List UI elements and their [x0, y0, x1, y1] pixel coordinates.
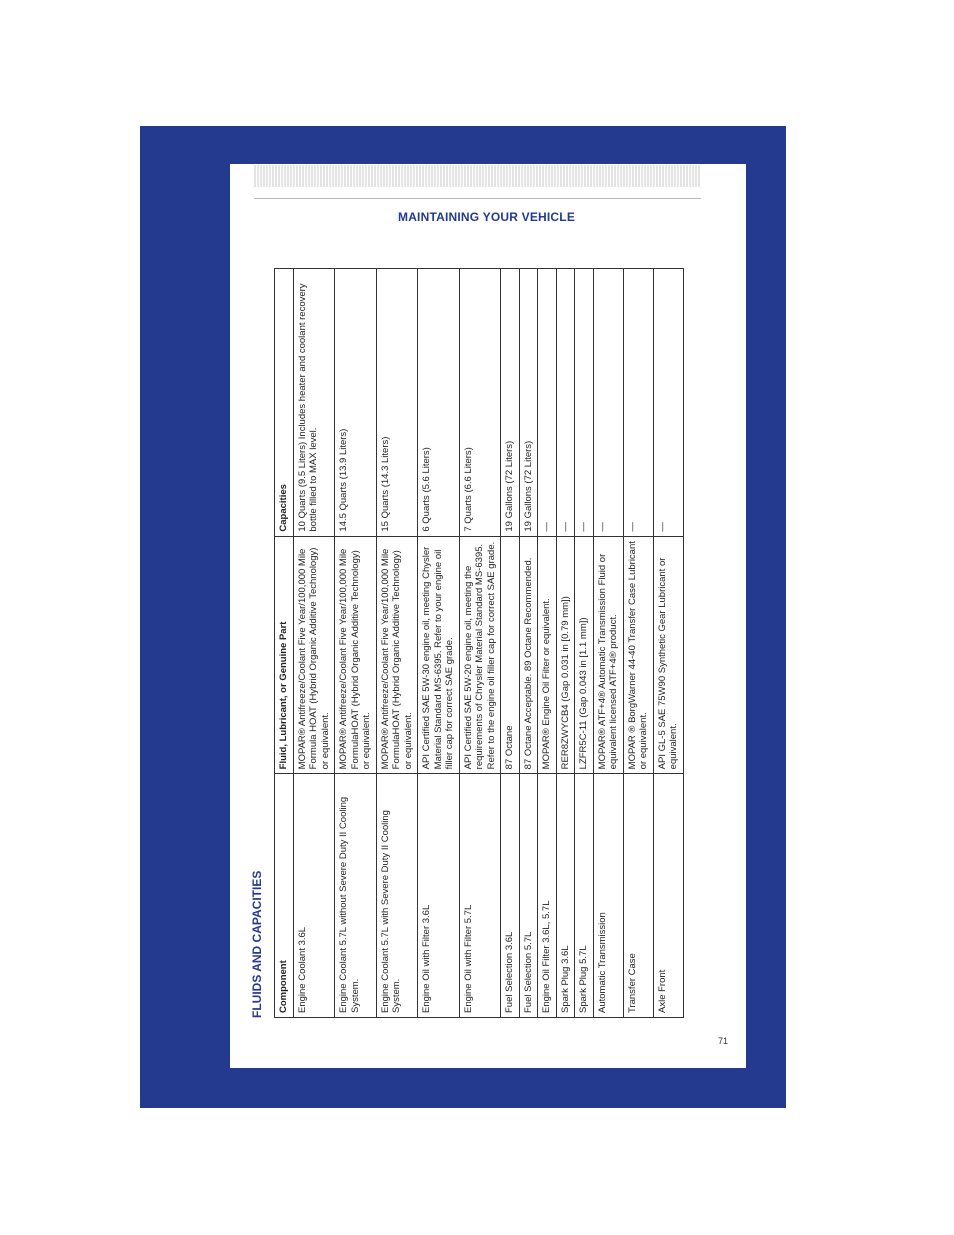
cell-capacity: — [623, 269, 653, 537]
cell-capacity: 6 Quarts (5.6 Liters) [418, 269, 460, 537]
column-header-capacities: Capacities [275, 269, 294, 537]
column-header-fluid: Fluid, Lubricant, or Genuine Part [275, 536, 294, 774]
table-row [459, 269, 501, 1018]
decorative-tick-bar [254, 165, 702, 187]
page-number: 71 [718, 1036, 729, 1046]
table-row [556, 269, 575, 1018]
cell-component: Engine Coolant 5.7L with Severe Duty II Cooling System. [376, 774, 418, 1018]
cell-capacity: — [538, 269, 557, 537]
running-header: MAINTAINING YOUR VEHICLE [398, 210, 576, 224]
cell-capacity: — [593, 269, 623, 537]
cell-component: Axle Front [653, 774, 683, 1018]
table-row [653, 269, 683, 1018]
table-row [575, 269, 594, 1018]
cell-component: Engine Coolant 3.6L [293, 774, 335, 1018]
cell-fluid: RER8ZWYCB4 (Gap 0.031 in [0.79 mm]) [556, 536, 575, 774]
header-rule [254, 198, 701, 199]
table-header-row [275, 269, 294, 1018]
cell-component: Fuel Selection 5.7L [519, 774, 538, 1018]
cell-component: Engine Oil Filter 3.6L, 5.7L [538, 774, 557, 1018]
cell-component: Spark Plug 5.7L [575, 774, 594, 1018]
table-row [623, 269, 653, 1018]
column-header-component: Component [275, 774, 294, 1018]
cell-fluid: 87 Octane [501, 536, 520, 774]
cell-fluid: MOPAR® Engine Oil Filter or equivalent. [538, 536, 557, 774]
cell-fluid: API Certified SAE 5W-20 engine oil, meeting the requirements of Chrysler Material Standard MS-6395. Refer to the engine oil filler cap for correct SAE grade. [459, 536, 501, 774]
cell-capacity: — [653, 269, 683, 537]
cell-component: Engine Oil with Filter 5.7L [459, 774, 501, 1018]
table-row [376, 269, 418, 1018]
cell-capacity: 19 Gallons (72 Liters) [519, 269, 538, 537]
section-title: FLUIDS AND CAPACITIES [250, 870, 264, 1018]
cell-capacity: 15 Quarts (14.3 Liters) [376, 269, 418, 537]
cell-fluid: API GL-5 SAE 75W90 Synthetic Gear Lubricant or equivalent. [653, 536, 683, 774]
cell-fluid: LZFR5C-11 (Gap 0.043 in [1.1 mm]) [575, 536, 594, 774]
cell-component: Engine Oil with Filter 3.6L [418, 774, 460, 1018]
cell-capacity: 19 Gallons (72 Liters) [501, 269, 520, 537]
cell-fluid: MOPAR® Antifreeze/Coolant Five Year/100,000 Mile FormulaHOAT (Hybrid Organic Additive Technology) or equivalent. [335, 536, 377, 774]
cell-fluid: API Certified SAE 5W-30 engine oil, meeting Chysler Material Standard MS-6395. Refer to your engine oil filler cap for correct SAE grade. [418, 536, 460, 774]
cell-capacity: — [575, 269, 594, 537]
cell-component: Transfer Case [623, 774, 653, 1018]
table-row [593, 269, 623, 1018]
cell-fluid: 87 Octane Acceptable. 89 Octane Recommended. [519, 536, 538, 774]
cell-capacity: — [556, 269, 575, 537]
cell-component: Automatic Transmission [593, 774, 623, 1018]
table-row [418, 269, 460, 1018]
table-row [293, 269, 335, 1018]
rotated-content [250, 268, 726, 1018]
cell-fluid: MOPAR® ATF+4® Automatic Transmission Fluid or equivalent licensed ATF+4® product. [593, 536, 623, 774]
cell-fluid: MOPAR® Antifreeze/Coolant Five Year/100,000 Mile Formula HOAT (Hybrid Organic Additive Technology) or equivalent. [293, 536, 335, 774]
fluids-capacities-table [274, 268, 684, 1018]
cell-component: Fuel Selection 3.6L [501, 774, 520, 1018]
cell-component: Spark Plug 3.6L [556, 774, 575, 1018]
cell-fluid: MOPAR® Antifreeze/Coolant Five Year/100,000 Mile FormulaHOAT (Hybrid Organic Additive Technology) or equivalent. [376, 536, 418, 774]
cell-capacity: 10 Quarts (9.5 Liters) Includes heater and coolant recovery bottle filled to MAX level. [293, 269, 335, 537]
table-row [519, 269, 538, 1018]
table-row [538, 269, 557, 1018]
cell-capacity: 7 Quarts (6.6 Liters) [459, 269, 501, 537]
table-row [335, 269, 377, 1018]
table-row [501, 269, 520, 1018]
cell-fluid: MOPAR ® BorgWarner 44-40 Transfer Case Lubricant or equivalent. [623, 536, 653, 774]
cell-component: Engine Coolant 5.7L without Severe Duty II Cooling System. [335, 774, 377, 1018]
cell-capacity: 14.5 Quarts (13.9 Liters) [335, 269, 377, 537]
